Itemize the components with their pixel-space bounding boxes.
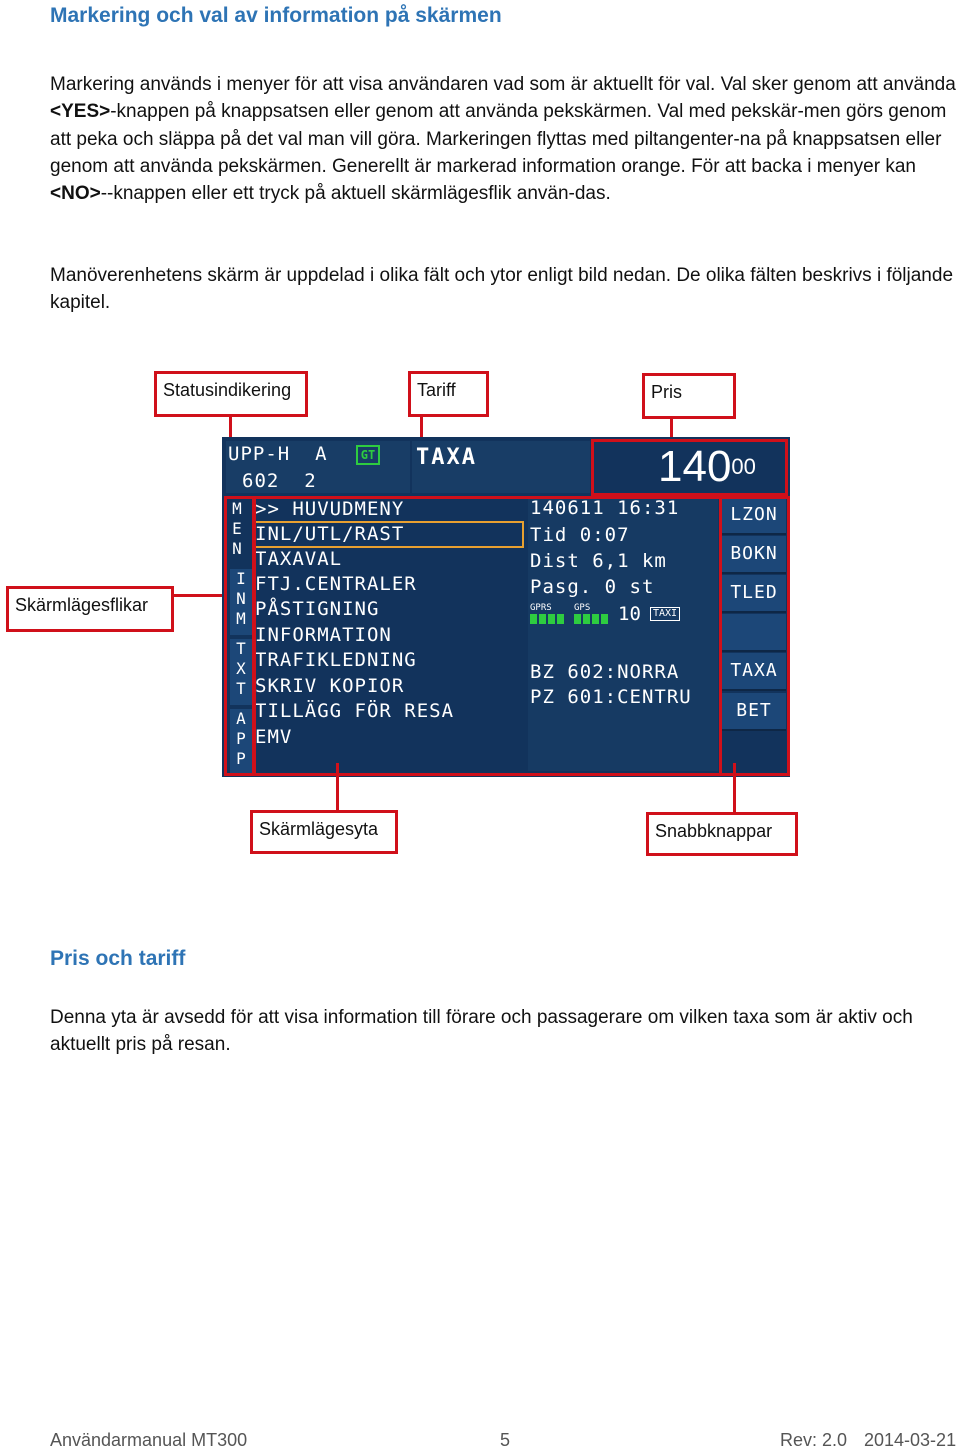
tab-men-char: N <box>232 539 242 558</box>
menu-item[interactable]: TAXAVAL <box>255 548 343 570</box>
screen-layout-paragraph: Manöverenhetens skärm är uppdelad i olika fält och ytor enligt bild nedan. De olika fälten beskrivs i följande kapitel. <box>50 265 954 314</box>
tariff-zone <box>412 441 590 493</box>
tabs-highlight-box <box>224 496 255 776</box>
menu-item[interactable]: TILLÄGG FÖR RESA <box>255 700 455 722</box>
footer-page-number: 5 <box>500 1430 511 1450</box>
leader-quick <box>733 763 736 813</box>
info-pz: PZ 601:CENTRU <box>530 686 692 708</box>
device-screen <box>222 437 790 777</box>
gps-label: GPS <box>574 603 591 613</box>
menu-item[interactable]: EMV <box>255 726 293 748</box>
quick-button-lzon[interactable]: LZON <box>722 497 786 535</box>
tab-app-char: A <box>236 709 246 728</box>
tab-inm-char: I <box>236 569 246 588</box>
tab-txt-char: T <box>236 679 246 698</box>
price-tariff-paragraph: Denna yta är avsedd för att visa information till förare och passagerare om vilken taxa som är aktiv och aktuellt pris på resan. <box>50 1007 913 1056</box>
quick-button-bet[interactable]: BET <box>722 693 786 731</box>
taxi-badge: TAXI <box>650 607 680 621</box>
tab-app-char: P <box>236 749 246 768</box>
gps-status-icon: GT <box>356 445 380 465</box>
callout-pris: Pris <box>642 373 736 419</box>
status-line-1: UPP-H A <box>228 443 328 465</box>
menu-item[interactable]: INFORMATION <box>255 624 392 646</box>
intro-text-3: --knappen eller ett tryck på aktuell skärmlägesflik använ-das. <box>100 183 611 205</box>
menu-item[interactable]: >> HUVUDMENY <box>255 498 405 520</box>
menu-item[interactable]: TRAFIKLEDNING <box>255 649 417 671</box>
info-tid: Tid 0:07 <box>530 524 630 546</box>
callout-statusindikering: Statusindikering <box>154 371 308 417</box>
no-key-label: <NO> <box>50 183 101 205</box>
tab-men-char: M <box>232 499 242 518</box>
area-highlight-box <box>253 496 722 776</box>
yes-key-label: <YES> <box>50 101 111 123</box>
page-title: Markering och val av information på skärmen <box>50 4 502 27</box>
info-bz: BZ 602:NORRA <box>530 661 680 683</box>
price-decimals: 00 <box>731 454 756 479</box>
callout-skarmlagesyta: Skärmlägesyta <box>250 810 398 854</box>
leader-area <box>336 763 339 813</box>
menu-item[interactable]: FTJ.CENTRALER <box>255 573 417 595</box>
tab-men-char: E <box>232 519 242 538</box>
gprs-label: GPRS <box>530 603 552 613</box>
tab-txt-char: T <box>236 639 246 658</box>
quick-button-taxa[interactable]: TAXA <box>722 653 786 691</box>
intro-text-1: Markering används i menyer för att visa användaren vad som är aktuellt för val. Val sker genom att använda <box>50 74 956 95</box>
tariff-value: TAXA <box>416 445 477 470</box>
tab-app-char: P <box>236 729 246 748</box>
quick-button-bokn[interactable]: BOKN <box>722 536 786 574</box>
info-pasg: Pasg. 0 st <box>530 576 655 598</box>
tab-inm-char: N <box>236 589 246 608</box>
quick-button-tled[interactable]: TLED <box>722 575 786 613</box>
callout-skarmlagesflikar: Skärmlägesflikar <box>6 586 174 632</box>
menu-item[interactable]: SKRIV KOPIOR <box>255 675 405 697</box>
intro-text-2: -knappen på knappsatsen eller genom att använda pekskärmen. Val med pekskär-men görs genom att peka och släppa på det val man vill göra. Markeringen flyttas med piltangenter-na på knappsatsen eller genom att använda pekskärmen. Generellt är markerad information orange. För att backa i menyer kan <box>50 101 947 177</box>
footer-manual-title: Användarmanual MT300 <box>50 1430 248 1450</box>
info-count: 10 <box>618 603 641 625</box>
footer-date: 2014-03-21 <box>864 1430 957 1450</box>
menu-item[interactable]: PÅSTIGNING <box>255 598 380 620</box>
menu-item-selected[interactable]: INL/UTL/RAST <box>255 522 523 547</box>
tab-inm-char: M <box>236 609 246 628</box>
section-heading: Pris och tariff <box>50 947 186 970</box>
quick-highlight-box <box>719 496 790 776</box>
intro-paragraph <box>50 71 956 207</box>
price-highlight-box <box>591 439 788 496</box>
tab-txt-char: X <box>236 659 246 678</box>
info-datetime: 140611 16:31 <box>530 497 680 519</box>
status-zone <box>226 441 410 493</box>
price-main: 140 <box>658 442 732 491</box>
callout-tariff: Tariff <box>408 371 489 417</box>
footer-revision: Rev: 2.0 <box>780 1430 848 1450</box>
leader-tabs <box>174 594 224 597</box>
callout-snabbknappar: Snabbknappar <box>646 812 798 856</box>
info-dist: Dist 6,1 km <box>530 550 667 572</box>
status-line-2: 602 2 <box>242 470 317 492</box>
